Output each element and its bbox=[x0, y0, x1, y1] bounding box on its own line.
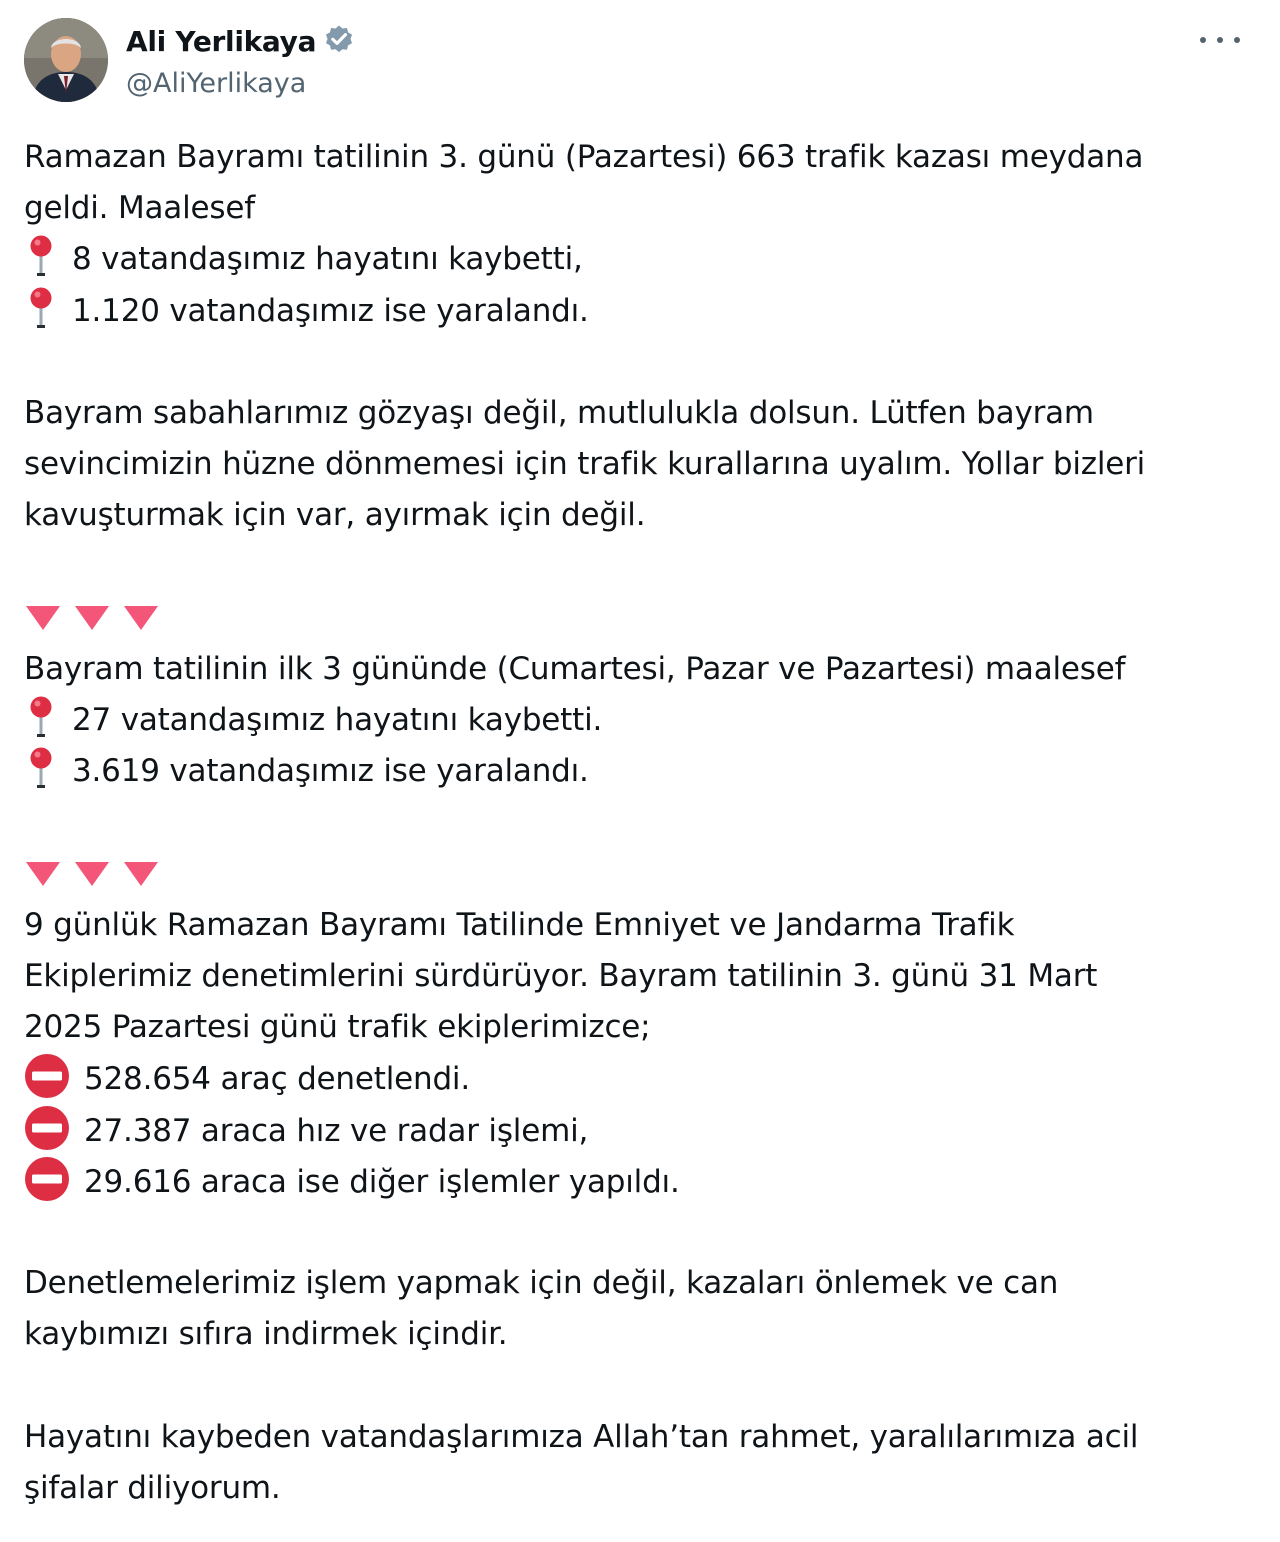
no-entry-icon bbox=[24, 1156, 70, 1202]
text-line: 2025 Pazartesi günü trafik ekiplerimizce; bbox=[24, 1009, 651, 1046]
round-pushpin-icon bbox=[24, 695, 58, 739]
list-item-text: 8 vatandaşımız hayatını kaybetti, bbox=[72, 241, 583, 278]
text-line: Ramazan Bayramı tatilinin 3. günü (Pazartesi) 663 trafik kazası meydana bbox=[24, 139, 1144, 175]
author-name[interactable]: Ali Yerlikaya bbox=[126, 25, 317, 58]
red-triangle-down-icon bbox=[75, 606, 109, 630]
list-item bbox=[24, 1053, 1244, 1104]
more-dot bbox=[1234, 37, 1240, 43]
more-dot bbox=[1217, 37, 1223, 43]
more-options-icon[interactable] bbox=[1200, 30, 1240, 50]
round-pushpin-icon bbox=[24, 286, 58, 330]
list-item bbox=[24, 695, 1244, 746]
text-line: Bayram sabahlarımız gözyaşı değil, mutlulukla dolsun. Lütfen bayram bbox=[24, 394, 1094, 431]
text-line: 9 günlük Ramazan Bayramı Tatilinde Emniyet ve Jandarma Trafik bbox=[24, 906, 1015, 943]
list-item-text: 1.120 vatandaşımız ise yaralandı. bbox=[72, 292, 589, 329]
list-item-text: 27.387 araca hız ve radar işlemi, bbox=[84, 1112, 589, 1149]
list-item bbox=[24, 1156, 1244, 1207]
list-item-text: 3.619 vatandaşımız ise yaralandı. bbox=[72, 753, 589, 790]
list-item-text: 528.654 araç denetlendi. bbox=[84, 1061, 470, 1098]
list-item-text: 27 vatandaşımız hayatını kaybetti. bbox=[72, 702, 603, 739]
triangle-row bbox=[24, 849, 1244, 900]
red-triangle-down-icon bbox=[26, 606, 60, 630]
red-triangle-down-icon bbox=[124, 606, 158, 630]
no-entry-icon bbox=[24, 1105, 70, 1151]
text-line: Ekiplerimiz denetimlerini sürdürüyor. Bayram tatilinin 3. günü 31 Mart bbox=[24, 958, 1098, 994]
more-dot bbox=[1200, 37, 1206, 43]
triangle-row bbox=[24, 593, 1244, 644]
red-triangle-down-icon bbox=[26, 862, 60, 886]
red-triangle-down-icon bbox=[124, 862, 158, 886]
red-triangle-down-icon bbox=[75, 862, 109, 886]
list-item bbox=[24, 286, 1244, 337]
avatar-photo bbox=[24, 18, 108, 102]
list-item bbox=[24, 746, 1244, 797]
text-line: Hayatını kaybeden vatandaşlarımıza Allah’tan rahmet, yaralılarımıza acil bbox=[24, 1418, 1139, 1455]
list-item bbox=[24, 1105, 1244, 1156]
verified-badge-icon bbox=[322, 22, 356, 56]
text-line: geldi. Maalesef bbox=[24, 190, 255, 227]
text-line: şifalar diliyorum. bbox=[24, 1469, 281, 1506]
text-line: Bayram tatilinin ilk 3 gününde (Cumartesi, Pazar ve Pazartesi) maalesef bbox=[24, 650, 1126, 687]
no-entry-icon bbox=[24, 1053, 70, 1099]
text-line: sevincimizin hüzne dönmemesi için trafik kurallarına uyalım. Yollar bizleri bbox=[24, 446, 1146, 483]
text-line: kavuşturmak için var, ayırmak için değil. bbox=[24, 497, 646, 534]
avatar[interactable] bbox=[24, 18, 108, 102]
list-item bbox=[24, 234, 1244, 285]
text-line: kaybımızı sıfıra indirmek içindir. bbox=[24, 1316, 508, 1353]
author-handle[interactable]: @AliYerlikaya bbox=[126, 68, 307, 99]
round-pushpin-icon bbox=[24, 746, 58, 790]
round-pushpin-icon bbox=[24, 234, 58, 278]
list-item-text: 29.616 araca ise diğer işlemler yapıldı. bbox=[84, 1163, 680, 1200]
author-name-row bbox=[126, 22, 356, 58]
post-text bbox=[24, 132, 1244, 1514]
text-line: Denetlemelerimiz işlem yapmak için değil, kazaları önlemek ve can bbox=[24, 1265, 1059, 1302]
post-header bbox=[24, 16, 1244, 106]
